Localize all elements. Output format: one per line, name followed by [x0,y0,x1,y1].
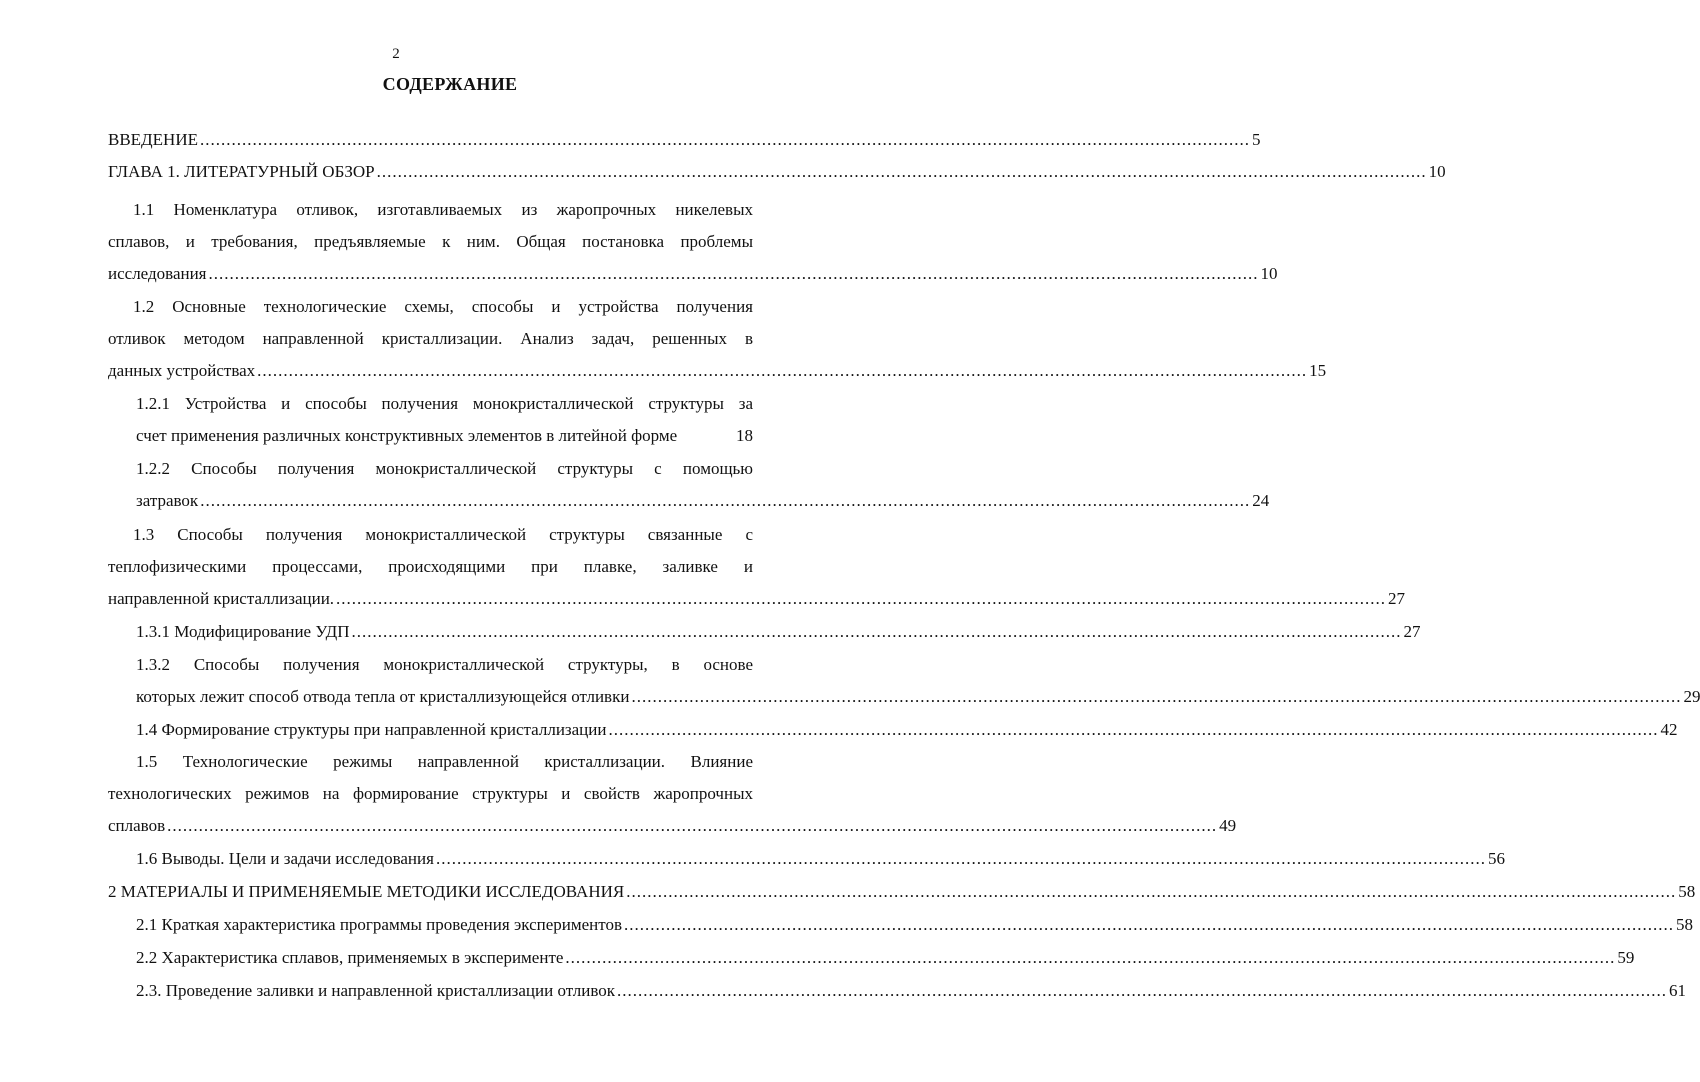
page-title: СОДЕРЖАНИЕ [382,74,518,94]
leader-dots: ........................................................................................................................................................................................................ [608,720,1659,739]
page-ref: 18 [736,426,753,445]
leader-dots: ........................................................................................................................................................................................................ [336,589,1387,608]
page-ref: 59 [1617,948,1635,967]
toc-entry-1-2-1-line-2: счет применения различных конструктивных элементов в литейной форме 18 [136,420,753,452]
toc-entry-1-3-line-1: 1.3 Способы получения монокристаллической структуры связанные с [133,525,753,544]
leader-dots: ........................................................................................................................................................................................................ [167,816,1218,835]
page-ref: 10 [1428,162,1446,181]
leader-dots: ........................................................................................................................................................................................................ [565,948,1616,967]
toc-entry-1-2-line-2: отливок методом направленной кристаллизации. Анализ задач, решенных в [108,329,753,348]
leader-dots: ........................................................................................................................................................................................................ [208,264,1259,283]
leader-dots: ........................................................................................................................................................................................................ [626,882,1677,901]
page-ref: 24 [1252,491,1270,510]
toc-entry-1-4: 1.4 Формирование структуры при направленной кристаллизации ........................................................................................................................................................................................................ 42 [136,714,754,746]
toc-entry-1-3-line-2: теплофизическими процессами, происходящими при плавке, заливке и [108,557,753,576]
leader-dots: ........................................................................................................................................................................................................ [617,981,1668,1000]
toc-entry-1-5-line-2: технологических режимов на формирование структуры и свойств жаропрочных [108,784,753,803]
page-ref: 49 [1219,816,1237,835]
leader-dots: ........................................................................................................................................................................................................ [624,915,1674,934]
toc-entry-chapter-1: ГЛАВА 1. ЛИТЕРАТУРНЫЙ ОБЗОР ........................................................................................................................................................................................................ 10 [108,156,762,188]
toc-entry-1-6: 1.6 Выводы. Цели и задачи исследования ........................................................................................................................................................................................................ 56 [136,843,754,875]
toc-entry-1-3-1: 1.3.1 Модифицирование УДП ........................................................................................................................................................................................................ 27 [136,616,754,648]
page-ref: 56 [1487,849,1505,868]
page-ref: 27 [1388,589,1406,608]
page-ref: 58 [1676,915,1693,934]
page-ref: 61 [1669,981,1687,1000]
leader-dots: ........................................................................................................................................................................................................ [631,687,1682,706]
toc-entry-1-3-line-3: направленной кристаллизации. ........................................................................................................................................................................................................ 27 [108,583,754,615]
toc-entry-1-1-line-1: 1.1 Номенклатура отливок, изготавливаемых из жаропрочных никелевых [133,200,753,219]
page-number: 2 [392,46,400,62]
leader-dots: ........................................................................................................................................................................................................ [200,491,1251,510]
page-ref: 42 [1660,720,1678,739]
toc-entry-1-2-2-line-2: затравок ........................................................................................................................................................................................................ 24 [136,485,754,517]
page-ref: 10 [1260,264,1278,283]
leader-dots: ........................................................................................................................................................................................................ [199,130,1250,149]
page-ref: 5 [1251,130,1261,149]
toc-entry-2-1: 2.1 Краткая характеристика программы проведения экспериментов ........................................................................................................................................................................................................ 58 [136,909,754,941]
toc-entry-1-3-2-line-1: 1.3.2 Способы получения монокристаллической структуры, в основе [136,655,753,674]
toc-entry-1-2-1-line-1: 1.2.1 Устройства и способы получения монокристаллической структуры за [136,394,753,413]
toc-entry-1-2-line-1: 1.2 Основные технологические схемы, способы и устройства получения [133,297,753,316]
toc-entry-1-1-line-3: исследования ........................................................................................................................................................................................................ 10 [108,258,762,290]
toc-entry-1-5-line-3: сплавов ........................................................................................................................................................................................................ 49 [108,810,754,842]
leader-dots: ........................................................................................................................................................................................................ [257,361,1308,380]
page-ref: 27 [1403,622,1421,641]
toc-entry-1-3-2-line-2: которых лежит способ отвода тепла от кристаллизующейся отливки ........................................................................................................................................................................................................ 29 [136,681,754,713]
toc-entry-1-2-line-3: данных устройствах ........................................................................................................................................................................................................ 15 [108,355,754,387]
leader-dots: ........................................................................................................................................................................................................ [435,849,1486,868]
page-ref: 58 [1678,882,1696,901]
toc-entry-1-1-line-2: сплавов, и требования, предъявляемые к ним. Общая постановка проблемы [108,232,753,251]
page-ref: 15 [1309,361,1327,380]
toc-entry-2-2: 2.2 Характеристика сплавов, применяемых в эксперименте ........................................................................................................................................................................................................ 59 [136,942,754,974]
toc-entry-chapter-2: 2 МАТЕРИАЛЫ И ПРИМЕНЯЕМЫЕ МЕТОДИКИ ИССЛЕДОВАНИЯ ........................................................................................................................................................................................................ 58 [108,876,762,908]
toc-entry-2-3: 2.3. Проведение заливки и направленной кристаллизации отливок ........................................................................................................................................................................................................ 61 [136,975,754,1007]
leader-dots: ........................................................................................................................................................................................................ [351,622,1402,641]
leader-dots: ........................................................................................................................................................................................................ [376,162,1427,181]
page-ref: 29 [1683,687,1700,706]
toc-entry-1-5-line-1: 1.5 Технологические режимы направленной кристаллизации. Влияние [136,752,753,771]
toc-entry-intro: ВВЕДЕНИЕ ........................................................................................................................................................................................................ 5 [108,124,762,156]
toc-entry-1-2-2-line-1: 1.2.2 Способы получения монокристаллической структуры с помощью [136,459,753,478]
